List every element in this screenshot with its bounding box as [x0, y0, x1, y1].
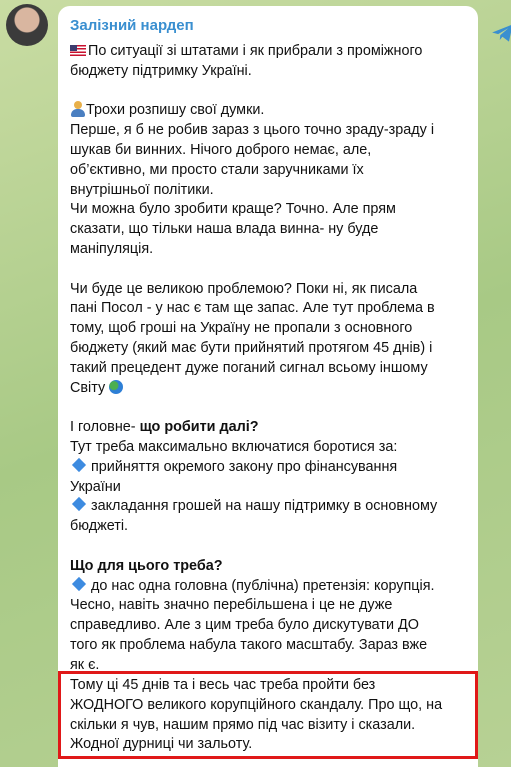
text-line: того як проблема набула такого масштабу. Зараз вже — [70, 636, 428, 653]
blue-diamond-icon — [72, 497, 86, 511]
text-segment: І головне- — [70, 419, 140, 436]
text-line: скільки я чув, нашим прямо під час візиту і сказали. — [70, 716, 416, 733]
text-line: пані Посол - у нас є там ще запас. Але тут проблема в — [70, 300, 435, 317]
paragraph-what-next — [70, 418, 466, 537]
text-line: справедливо. Але з цим треба було дискутувати ДО — [70, 617, 419, 634]
highlighted-paragraph — [70, 676, 470, 755]
text-line: закладання грошей на нашу підтримку в основному — [91, 498, 438, 515]
text-line: шукав би винних. Нічого доброго немає, але, — [70, 141, 372, 158]
paragraph-thoughts — [70, 101, 466, 259]
paragraph-intro — [70, 42, 466, 82]
text-line: Тут треба максимально включатися боротися за: — [70, 438, 398, 455]
text-line: Жодної дурниці чи зальоту. — [70, 736, 253, 753]
text-line: ЖОДНОГО великого корупційного скандалу. Про що, на — [70, 696, 443, 713]
text-line: Світу — [70, 379, 106, 396]
text-line: маніпуляція. — [70, 240, 154, 257]
text-line: внутрішньої політики. — [70, 181, 214, 198]
text-line: сказати, що тільки наша влада винна- ну буде — [70, 221, 379, 238]
text-line: бюджеті. — [70, 518, 129, 535]
text-line: Чи можна було зробити краще? Точно. Але прям — [70, 201, 396, 218]
telegram-share-icon[interactable] — [490, 20, 511, 46]
text-line: як є. — [70, 656, 100, 673]
person-icon — [70, 101, 86, 117]
text-line: до нас одна головна (публічна) претензія: корупція. — [91, 577, 435, 594]
text-line: Чи буде це великою проблемою? Поки ні, як писала — [70, 280, 418, 297]
blue-diamond-icon — [72, 576, 86, 590]
paragraph-requirements — [70, 557, 466, 676]
message-bubble — [58, 6, 478, 767]
text-line: Трохи розпишу свої думки. — [86, 102, 265, 119]
text-line: такий прецедент дуже поганий сигнал всьому іншому — [70, 359, 428, 376]
text-line: Тому ці 45 днів та і весь час треба пройти без — [70, 677, 376, 693]
text-line: прийняття окремого закону про фінансування — [91, 458, 398, 475]
globe-icon — [109, 380, 123, 394]
text-line: України — [70, 478, 121, 495]
blue-diamond-icon — [72, 458, 86, 472]
bold-heading: що робити далі? — [139, 419, 259, 436]
bold-heading: Що для цього треба? — [70, 557, 223, 574]
avatar[interactable] — [6, 4, 48, 46]
text-line: Чесно, навіть значно перебільшена і це не дуже — [70, 597, 393, 614]
text-line: бюджету (який має бути прийнятий протягом 45 днів) і — [70, 339, 433, 356]
text-line: бюджету підтримку Україні. — [70, 62, 252, 79]
text-line: об’єктивно, ми просто стали заручниками їх — [70, 161, 364, 178]
message-text — [70, 42, 466, 676]
text-line: По ситуації зі штатами і як прибрали з проміжного — [88, 43, 423, 59]
channel-name[interactable]: Залізний нардеп — [70, 17, 194, 34]
text-line: тому, щоб гроші на Україну не пропали з основного — [70, 320, 413, 337]
paragraph-problem — [70, 280, 466, 399]
text-line: Перше, я б не робив зараз з цього точно зраду-зраду і — [70, 122, 435, 139]
us-flag-icon — [70, 45, 86, 56]
